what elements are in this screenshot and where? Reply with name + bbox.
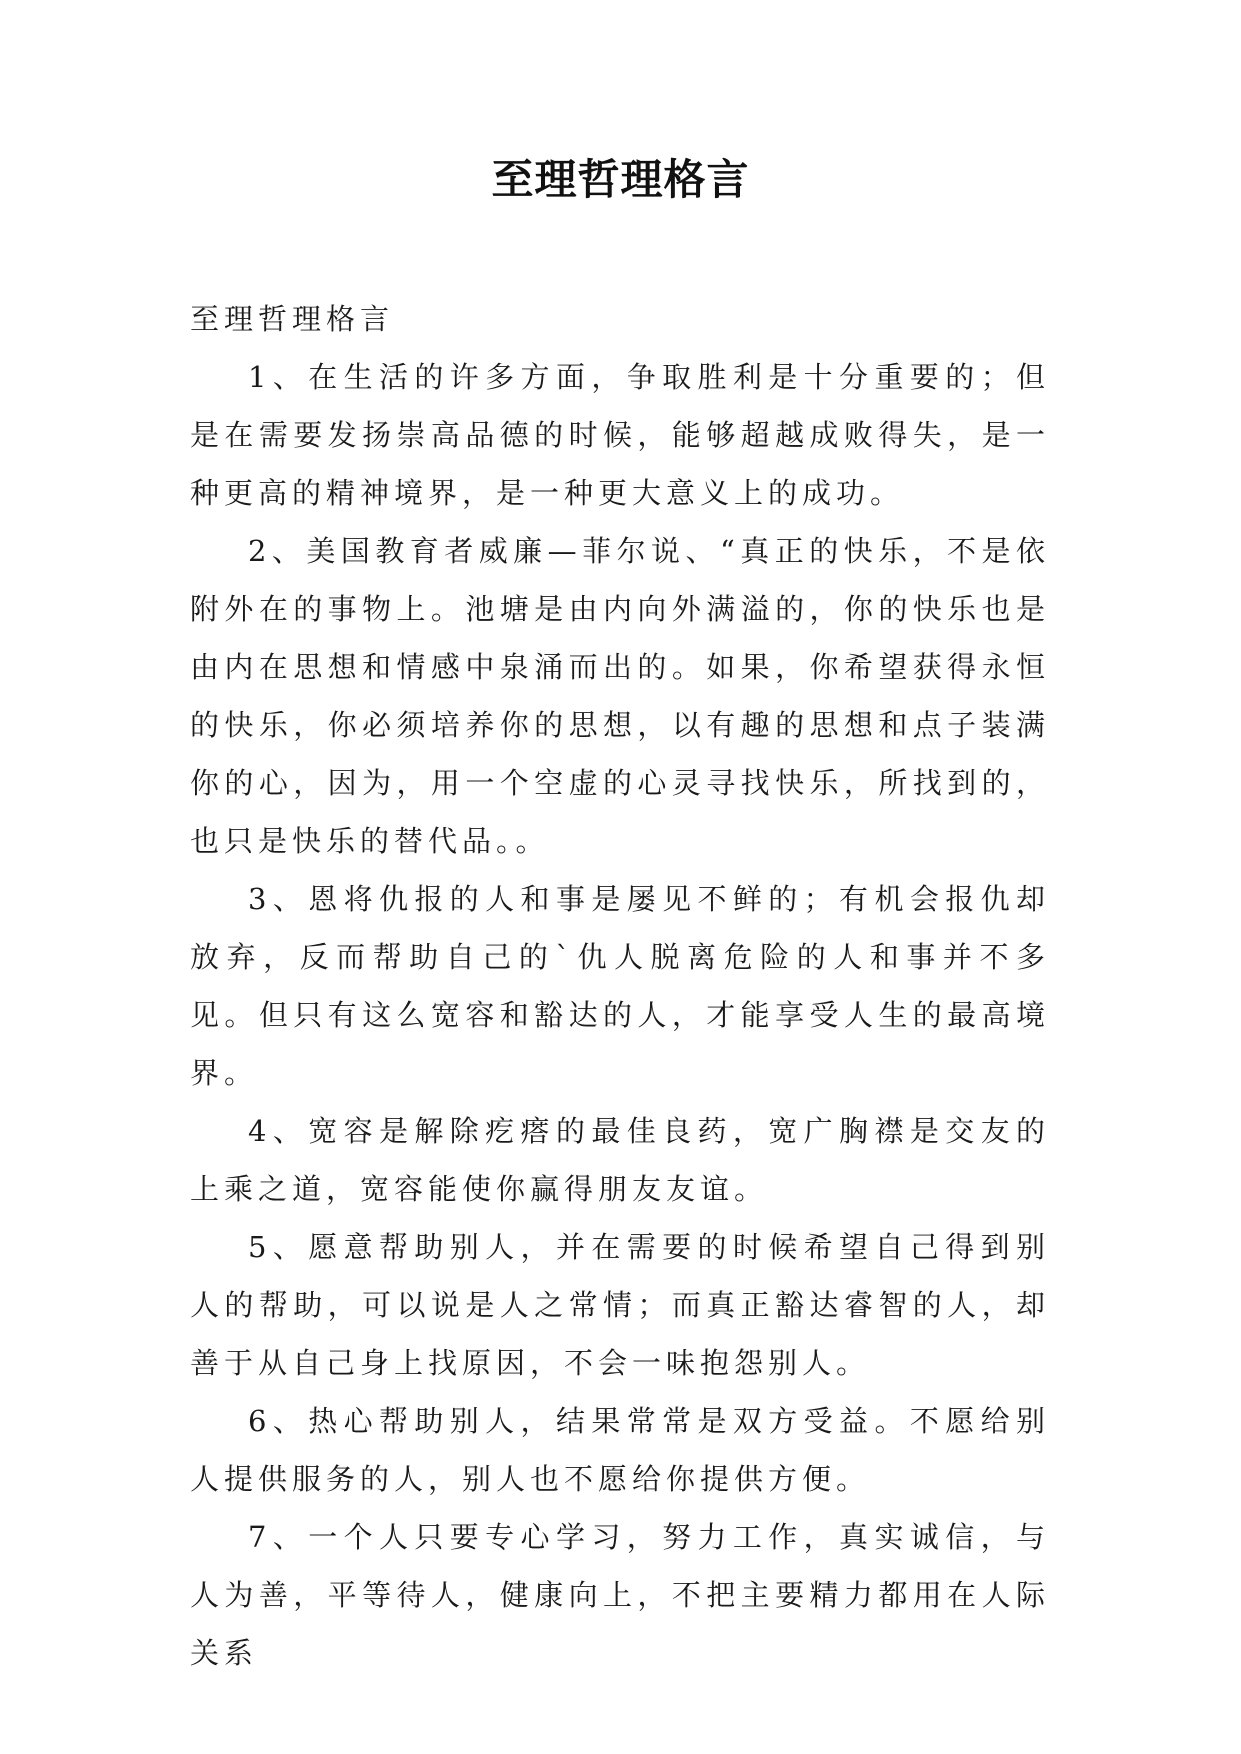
paragraph-2: 2、美国教育者威廉—菲尔说、“真正的快乐，不是依附外在的事物上。池塘是由内向外满溢的，你的快乐也是由内在思想和情感中泉涌而出的。如果，你希望获得永恒的快乐，你必须培养你的思想，以有趣的思想和点子装满你的心，因为，用一个空虚的心灵寻找快乐，所找到的，也只是快乐的替代品。。 [190,534,1050,858]
paragraph-6: 6、热心帮助别人，结果常常是双方受益。不愿给别人提供服务的人，别人也不愿给你提供方便。 [190,1404,1050,1496]
paragraph-5: 5、愿意帮助别人，并在需要的时候希望自己得到别人的帮助，可以说是人之常情；而真正豁达睿智的人，却善于从自己身上找原因，不会一味抱怨别人。 [190,1230,1050,1380]
paragraph-3: 3、恩将仇报的人和事是屡见不鲜的；有机会报仇却放弃，反而帮助自己的`仇人脱离危险的人和事并不多见。但只有这么宽容和豁达的人，才能享受人生的最高境界。 [190,882,1050,1090]
paragraph-1: 1、在生活的许多方面，争取胜利是十分重要的；但是在需要发扬崇高品德的时候，能够超越成败得失，是一种更高的精神境界，是一种更大意义上的成功。 [190,360,1050,510]
document-title: 至理哲理格言 [491,155,750,204]
document-subtitle: 至理哲理格言 [190,302,395,336]
paragraph-4: 4、宽容是解除疙瘩的最佳良药，宽广胸襟是交友的上乘之道，宽容能使你赢得朋友友谊。 [190,1114,1050,1206]
document-body [190,290,1050,1682]
paragraph-7: 7、一个人只要专心学习，努力工作，真实诚信，与人为善，平等待人，健康向上，不把主要精力都用在人际关系 [190,1520,1050,1670]
